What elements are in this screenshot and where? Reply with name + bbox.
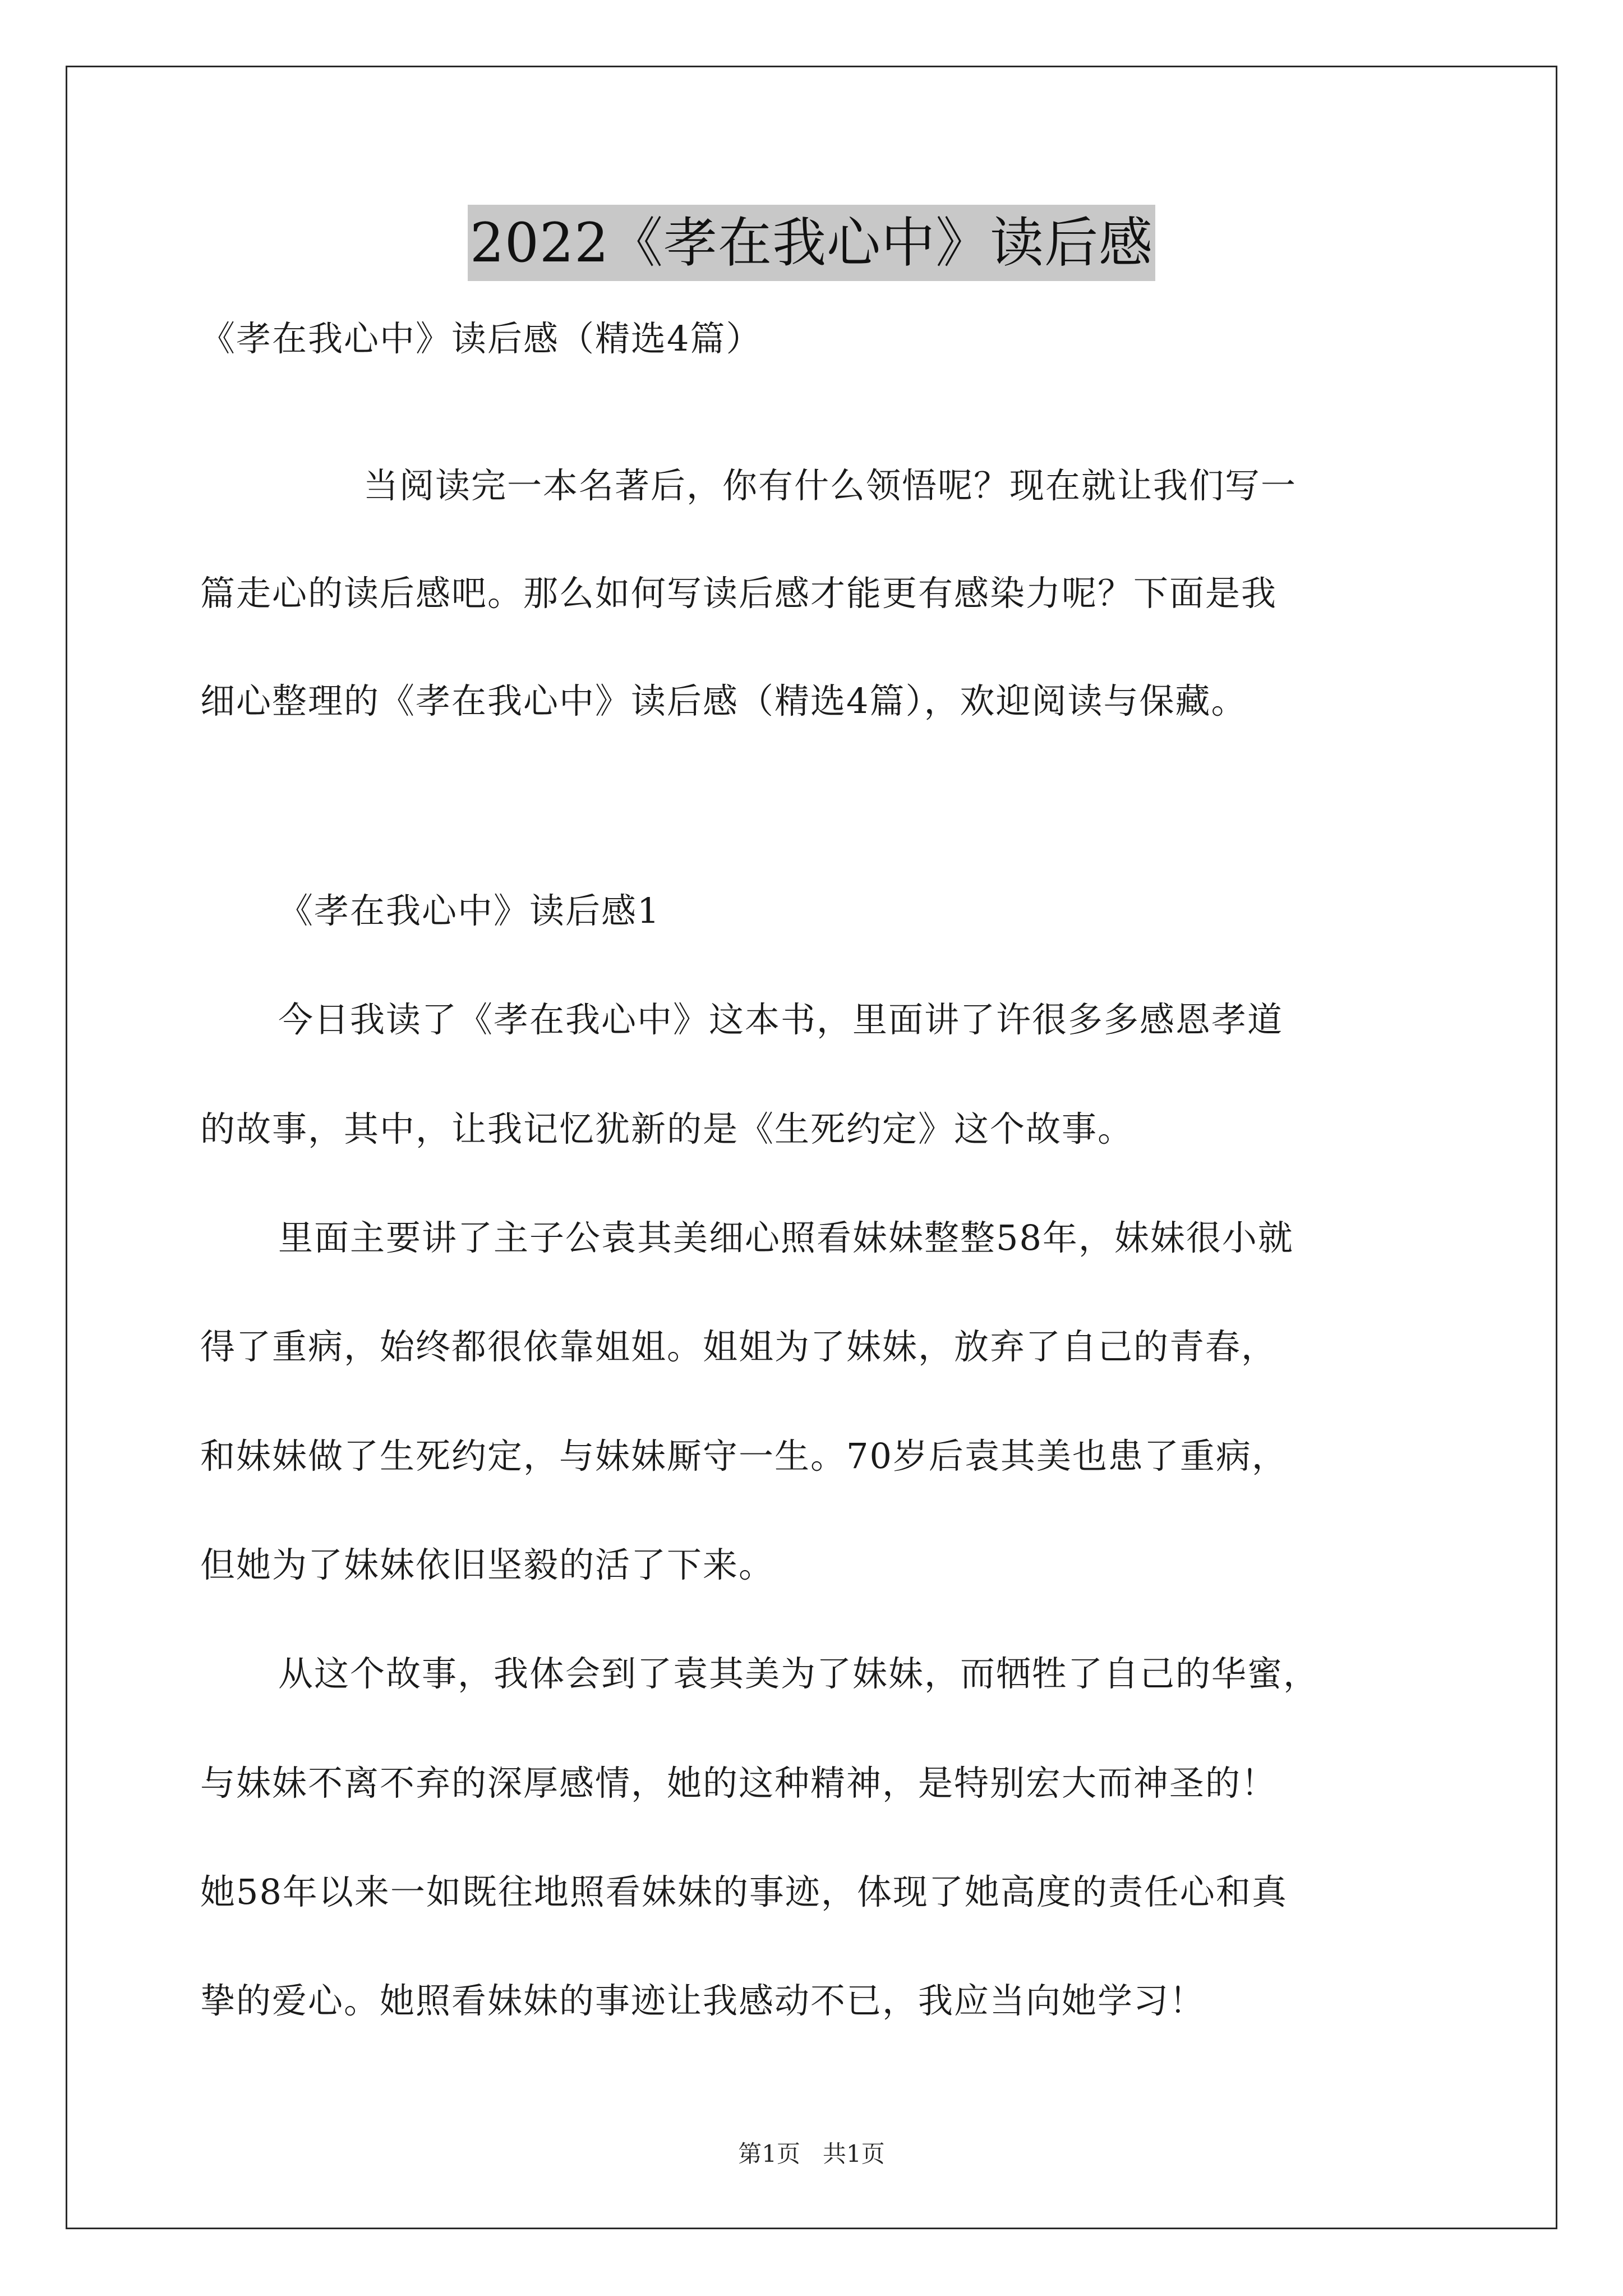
- body-line: 和妹妹做了生死约定，与妹妹厮守一生。70岁后袁其美也患了重病，: [200, 1435, 1288, 1476]
- section-heading: 《孝在我心中》读后感1: [278, 890, 661, 931]
- page-footer: 第1页 共1页: [738, 2140, 885, 2168]
- body-line: 挚的爱心。她照看妹妹的事迹让我感动不已，我应当向她学习！: [200, 1980, 1206, 2021]
- body-line: 里面主要讲了主子公袁其美细心照看妹妹整整58年，妹妹很小就: [278, 1217, 1294, 1258]
- body-line: 今日我读了《孝在我心中》这本书，里面讲了许很多多感恩孝道: [278, 999, 1284, 1040]
- body-line: 的故事，其中，让我记忆犹新的是《生死约定》这个故事。: [200, 1108, 1134, 1149]
- body-line: 但她为了妹妹依旧坚毅的活了下来。: [200, 1544, 775, 1585]
- body-line: 与妹妹不离不弃的深厚感情，她的这种精神，是特别宏大而神圣的！: [200, 1763, 1278, 1803]
- document-title: 2022《孝在我心中》读后感: [468, 205, 1155, 281]
- intro-line: 细心整理的《孝在我心中》读后感（精选4篇），欢迎阅读与保藏。: [200, 680, 1247, 721]
- body-line: 从这个故事，我体会到了袁其美为了妹妹，而牺牲了自己的华蜜，: [278, 1653, 1320, 1694]
- body-line: 得了重病，始终都很依靠姐姐。姐姐为了妹妹，放弃了自己的青春，: [200, 1326, 1278, 1367]
- title-wrap: [0, 205, 1623, 281]
- intro-line: 当阅读完一本名著后，你有什么领悟呢？现在就让我们写一: [363, 465, 1297, 506]
- body-line: 她58年以来一如既往地照看妹妹的事迹，体现了她高度的责任心和真: [200, 1871, 1288, 1912]
- document-subtitle: 《孝在我心中》读后感（精选4篇）: [200, 318, 762, 359]
- intro-line: 篇走心的读后感吧。那么如何写读后感才能更有感染力呢？下面是我: [200, 573, 1278, 614]
